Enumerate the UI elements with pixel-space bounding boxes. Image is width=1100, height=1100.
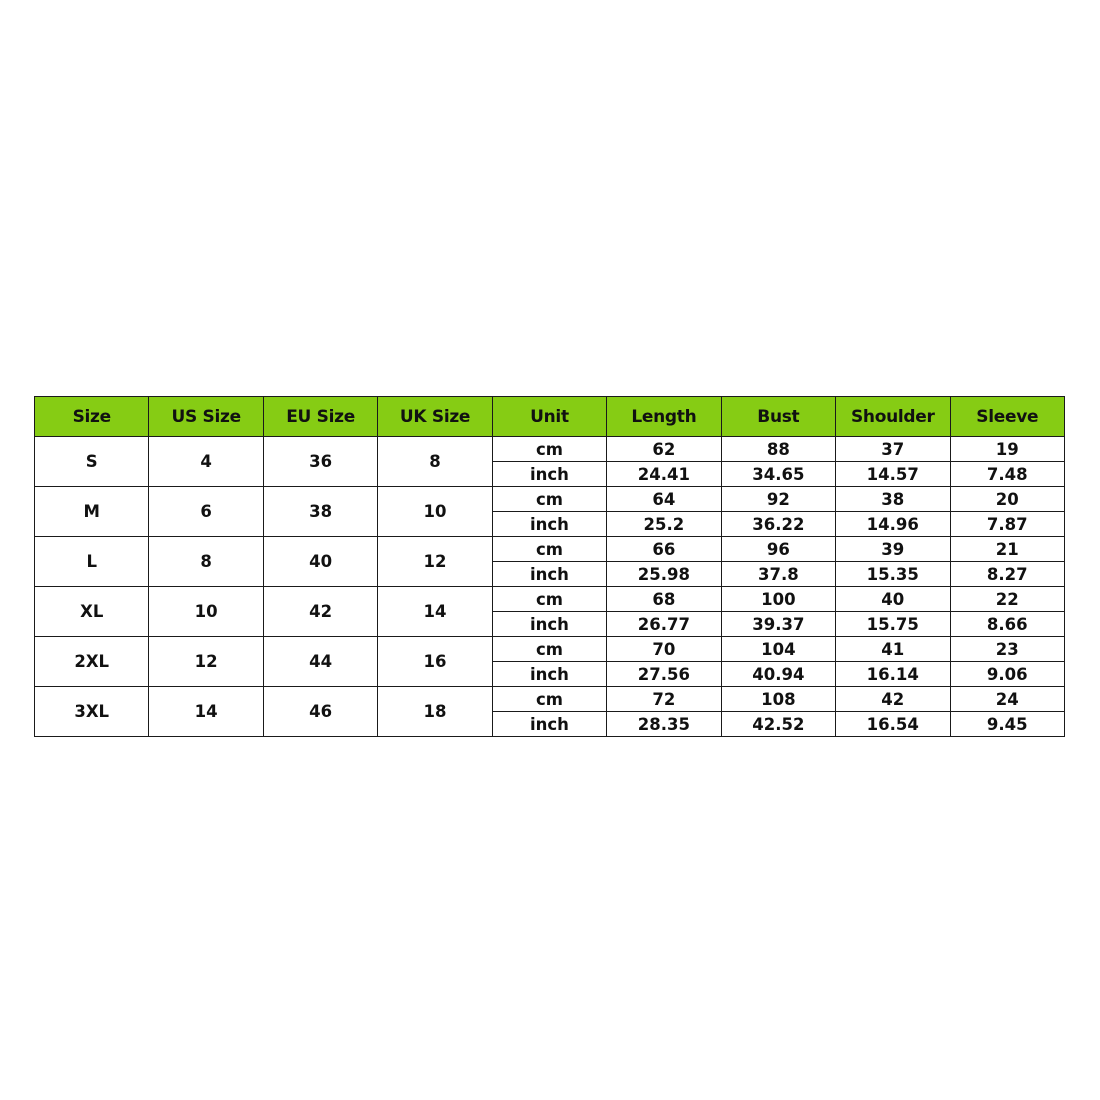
size-chart-table — [34, 396, 1065, 737]
uk-size-cell: 18 — [378, 687, 492, 737]
bust-cell: 36.22 — [721, 512, 835, 537]
us-size-cell: 8 — [149, 537, 263, 587]
length-cell: 64 — [607, 487, 721, 512]
table-row — [35, 587, 1065, 612]
size-cell: 2XL — [35, 637, 149, 687]
uk-size-cell: 16 — [378, 637, 492, 687]
header-eu-size: EU Size — [263, 397, 377, 437]
header-sleeve: Sleeve — [950, 397, 1065, 437]
unit-cell: cm — [492, 687, 606, 712]
sleeve-cell: 24 — [950, 687, 1065, 712]
unit-cell: cm — [492, 487, 606, 512]
length-cell: 25.98 — [607, 562, 721, 587]
uk-size-cell: 12 — [378, 537, 492, 587]
sleeve-cell: 19 — [950, 437, 1065, 462]
shoulder-cell: 39 — [836, 537, 950, 562]
header-size: Size — [35, 397, 149, 437]
sleeve-cell: 9.06 — [950, 662, 1065, 687]
length-cell: 27.56 — [607, 662, 721, 687]
unit-cell: inch — [492, 562, 606, 587]
unit-cell: cm — [492, 587, 606, 612]
shoulder-cell: 16.14 — [836, 662, 950, 687]
length-cell: 72 — [607, 687, 721, 712]
us-size-cell: 4 — [149, 437, 263, 487]
header-length: Length — [607, 397, 721, 437]
shoulder-cell: 38 — [836, 487, 950, 512]
us-size-cell: 6 — [149, 487, 263, 537]
sleeve-cell: 8.27 — [950, 562, 1065, 587]
sleeve-cell: 7.87 — [950, 512, 1065, 537]
eu-size-cell: 42 — [263, 587, 377, 637]
unit-cell: inch — [492, 662, 606, 687]
length-cell: 25.2 — [607, 512, 721, 537]
unit-cell: inch — [492, 462, 606, 487]
table-row — [35, 487, 1065, 512]
length-cell: 66 — [607, 537, 721, 562]
header-shoulder: Shoulder — [836, 397, 950, 437]
sleeve-cell: 22 — [950, 587, 1065, 612]
bust-cell: 37.8 — [721, 562, 835, 587]
bust-cell: 92 — [721, 487, 835, 512]
unit-cell: cm — [492, 537, 606, 562]
sleeve-cell: 8.66 — [950, 612, 1065, 637]
bust-cell: 40.94 — [721, 662, 835, 687]
header-unit: Unit — [492, 397, 606, 437]
us-size-cell: 12 — [149, 637, 263, 687]
sleeve-cell: 20 — [950, 487, 1065, 512]
shoulder-cell: 14.96 — [836, 512, 950, 537]
size-cell: M — [35, 487, 149, 537]
us-size-cell: 14 — [149, 687, 263, 737]
eu-size-cell: 44 — [263, 637, 377, 687]
bust-cell: 42.52 — [721, 712, 835, 737]
bust-cell: 100 — [721, 587, 835, 612]
eu-size-cell: 38 — [263, 487, 377, 537]
length-cell: 68 — [607, 587, 721, 612]
unit-cell: inch — [492, 512, 606, 537]
bust-cell: 96 — [721, 537, 835, 562]
size-cell: S — [35, 437, 149, 487]
header-us-size: US Size — [149, 397, 263, 437]
unit-cell: cm — [492, 437, 606, 462]
shoulder-cell: 41 — [836, 637, 950, 662]
table-row — [35, 637, 1065, 662]
sleeve-cell: 7.48 — [950, 462, 1065, 487]
table-row — [35, 537, 1065, 562]
length-cell: 28.35 — [607, 712, 721, 737]
us-size-cell: 10 — [149, 587, 263, 637]
header-uk-size: UK Size — [378, 397, 492, 437]
bust-cell: 39.37 — [721, 612, 835, 637]
sleeve-cell: 23 — [950, 637, 1065, 662]
shoulder-cell: 14.57 — [836, 462, 950, 487]
length-cell: 26.77 — [607, 612, 721, 637]
bust-cell: 34.65 — [721, 462, 835, 487]
length-cell: 70 — [607, 637, 721, 662]
sleeve-cell: 21 — [950, 537, 1065, 562]
eu-size-cell: 36 — [263, 437, 377, 487]
bust-cell: 104 — [721, 637, 835, 662]
shoulder-cell: 16.54 — [836, 712, 950, 737]
unit-cell: inch — [492, 612, 606, 637]
unit-cell: inch — [492, 712, 606, 737]
size-cell: XL — [35, 587, 149, 637]
bust-cell: 88 — [721, 437, 835, 462]
length-cell: 62 — [607, 437, 721, 462]
shoulder-cell: 40 — [836, 587, 950, 612]
table-body — [35, 437, 1065, 737]
uk-size-cell: 14 — [378, 587, 492, 637]
bust-cell: 108 — [721, 687, 835, 712]
length-cell: 24.41 — [607, 462, 721, 487]
unit-cell: cm — [492, 637, 606, 662]
header-row — [35, 397, 1065, 437]
sleeve-cell: 9.45 — [950, 712, 1065, 737]
uk-size-cell: 10 — [378, 487, 492, 537]
shoulder-cell: 42 — [836, 687, 950, 712]
shoulder-cell: 15.75 — [836, 612, 950, 637]
shoulder-cell: 37 — [836, 437, 950, 462]
size-cell: 3XL — [35, 687, 149, 737]
table-row — [35, 437, 1065, 462]
table-row — [35, 687, 1065, 712]
header-bust: Bust — [721, 397, 835, 437]
uk-size-cell: 8 — [378, 437, 492, 487]
eu-size-cell: 46 — [263, 687, 377, 737]
shoulder-cell: 15.35 — [836, 562, 950, 587]
size-cell: L — [35, 537, 149, 587]
eu-size-cell: 40 — [263, 537, 377, 587]
